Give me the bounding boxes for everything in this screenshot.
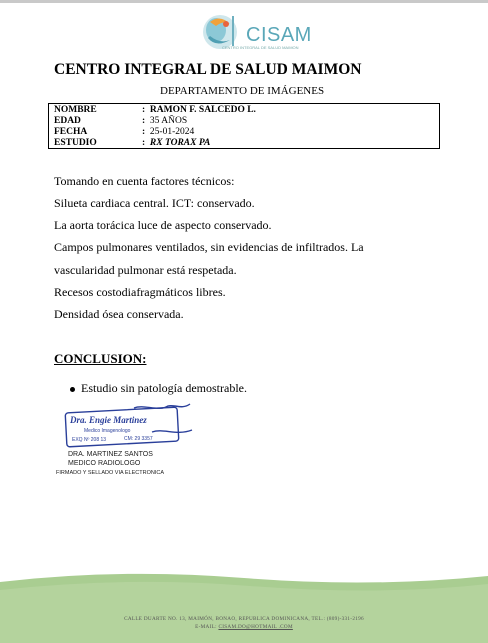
signature-note: FIRMADO Y SELLADO VIA ELECTRONICA [56,470,164,476]
separator: : [142,127,146,137]
stamp-cm: CM: 29 3357 [124,436,153,442]
doctor-role: MEDICO RADIOLOGO [68,460,141,467]
footer-email-link[interactable]: CISAM.DO@HOTMAIL .COM [218,624,293,630]
finding-line: Densidad ósea conservada. [54,307,184,321]
patient-row-nombre [54,105,256,116]
conclusion-heading: CONCLUSION: [54,351,147,366]
patient-value: RX TORAX PA [149,138,211,148]
top-border [0,0,488,3]
footer-email [0,624,488,630]
finding-line: Tomando en cuenta factores técnicos: [54,174,235,188]
department-title: DEPARTAMENTO DE IMÁGENES [160,85,325,97]
bullet-icon [70,387,75,392]
patient-label: EDAD [54,116,81,126]
conclusion-text: Estudio sin patología demostrable. [81,381,247,395]
patient-label: FECHA [54,127,88,137]
logo-subtitle: CENTRO INTEGRAL DE SALUD MAIMON [222,45,299,50]
conclusion-item [70,381,247,396]
finding-line: La aorta torácica luce de aspecto conservado. [54,218,272,232]
separator: : [142,105,146,115]
stamp-title: Medico Imagenologo [84,428,131,434]
patient-label: ESTUDIO [54,138,97,148]
patient-row-fecha [54,127,194,138]
signature-stamp [64,402,196,450]
patient-row-estudio [54,138,210,149]
finding-line: vascularidad pulmonar está respetada. [54,263,237,277]
footer-wave [0,568,488,643]
separator: : [142,116,146,126]
patient-row-edad [54,116,187,127]
finding-line: Silueta cardiaca central. ICT: conservado. [54,196,255,210]
finding-line: Campos pulmonares ventilados, sin evidencias de infiltrados. La [54,240,364,254]
stamp-exq: EXQ Nº 208 13 [72,437,107,443]
patient-info-box [48,103,440,149]
patient-value: 25-01-2024 [149,127,195,137]
stamp-name: Dra. Engie Martinez [70,415,147,425]
logo-name: CISAM [246,24,312,46]
patient-value: RAMON F. SALCEDO L. [149,105,256,115]
footer-email-label: E-MAIL: [195,624,217,630]
page-title: CENTRO INTEGRAL DE SALUD MAIMON [54,61,362,78]
footer-address: CALLE DUARTE NO. 13, MAIMÓN, BONAO, REPUBLICA DOMINICANA, TEL.: (809)-331-2196 [124,616,364,622]
finding-line: Recesos costodiafragmáticos libres. [54,285,226,299]
patient-label: NOMBRE [54,105,97,115]
separator: : [142,138,146,148]
patient-value: 35 AÑOS [149,116,188,126]
doctor-name: DRA. MARTINEZ SANTOS [68,451,153,458]
